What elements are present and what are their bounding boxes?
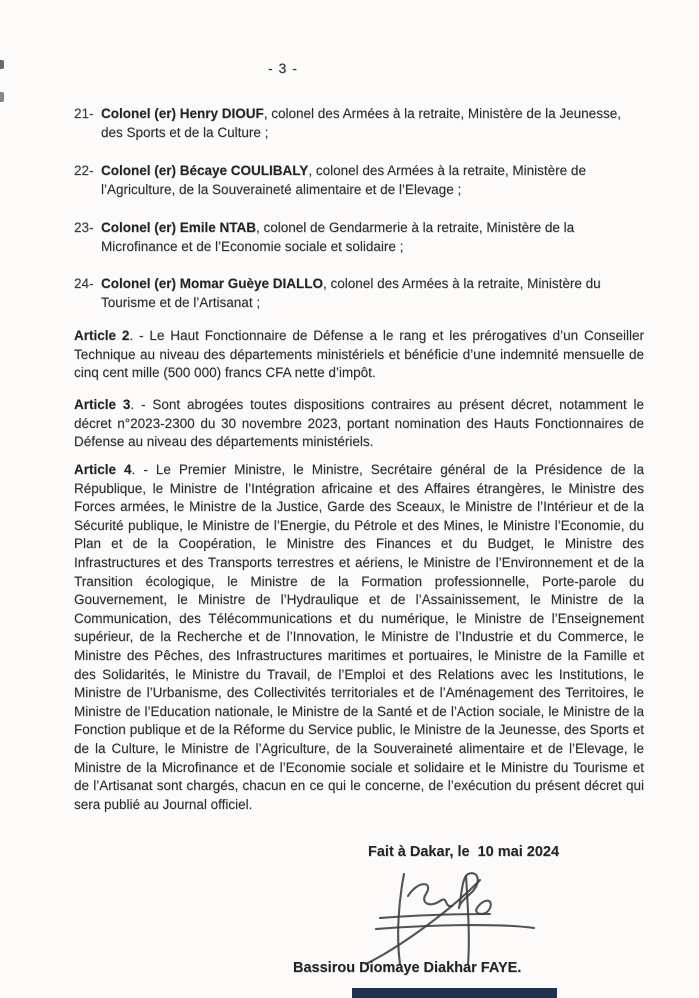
article-4-label: Article 4	[74, 462, 132, 477]
article-4-paragraph	[74, 461, 644, 814]
article-3-paragraph	[74, 396, 644, 452]
article-3-body: . - Sont abrogées toutes dispositions contraires au présent décret, notamment le décret n°2023-2300 du 30 novembre 2023, portant nomination des Hauts Fonctionnaires de Défense au niveau des départements ministériels.	[74, 397, 645, 450]
page-number: - 3 -	[268, 60, 298, 76]
article-2-body: . - Le Haut Fonctionnaire de Défense a le rang et les prérogatives d’un Conseiller Technique au niveau des départements ministériels et bénéficie d’une indemnité mensuelle de cinq cent mille (500 000) francs CFA nette d’impôt.	[74, 328, 644, 381]
handwritten-signature-icon	[358, 868, 548, 970]
list-item	[74, 274, 646, 312]
scan-edge-artifact	[0, 60, 4, 69]
signature-scribble	[358, 868, 548, 970]
officer-name: Colonel (er) Henry DIOUF	[101, 106, 264, 121]
article-3-label: Article 3	[74, 397, 131, 412]
list-item-text	[101, 161, 646, 199]
list-item-number: 23-	[74, 220, 94, 235]
list-item-number: 24-	[74, 276, 94, 291]
list-item-text	[101, 104, 646, 142]
article-2-paragraph	[74, 327, 644, 383]
officer-description: , colonel des Armées à la retraite, Ministère de l’Agriculture, de la Souveraineté alimentaire et de l’Elevage ;	[101, 163, 586, 197]
officer-description: , colonel des Armées à la retraite, Ministère de la Jeunesse, des Sports et de la Culture ;	[101, 106, 621, 140]
list-item-text	[101, 274, 646, 312]
list-item-number: 22-	[74, 163, 94, 178]
officer-description: , colonel de Gendarmerie à la retraite, Ministère de la Microfinance et de l’Economie sociale et solidaire ;	[101, 220, 575, 254]
list-item-text	[101, 218, 646, 256]
list-item-number: 21-	[74, 106, 94, 121]
officer-name: Colonel (er) Emile NTAB	[101, 220, 257, 235]
bottom-navy-bar	[352, 988, 557, 998]
officer-description: , colonel des Armées à la retraite, Ministère du Tourisme et de l’Artisanat ;	[101, 276, 601, 310]
list-item	[74, 218, 646, 256]
list-item	[74, 161, 646, 199]
officer-name: Colonel (er) Bécaye COULIBALY	[101, 163, 309, 178]
list-item	[74, 104, 646, 142]
article-4-body: . - Le Premier Ministre, le Ministre, Secrétaire général de la Présidence de la République, le Ministre de l’Intégration africaine et des Affaires étrangères, le Ministre des Forces armées, le Ministre de la Justice, Garde des Sceaux, le Ministre de l’Intérieur et de la Sécurité publique, le Ministre de l’Energie, du Pétrole et des Mines, le Ministre l’Economie, du Plan et de la Coopération, le Ministre des Finances et du Budget, le Ministre des Infrastructures et des Transports terrestres et aériens, le Ministre de l’Environnement et de la Transition écologique, le Ministre de la Formation professionnelle, Porte-parole du Gouvernement, le Ministre de l’Hydraulique et de l’Assainissement, le Ministre de la Communication, des Télécommunications et du numérique, le Ministre de l’Enseignement supérieur, de la Recherche et de l’Innovation, le Ministre de l’Industrie et du Commerce, le Ministre des Pêches, des Infrastructures maritimes et portuaires, le Ministre de la Famille et des Solidarités, le Ministre du Travail, de l’Emploi et des Relations avec les Institutions, le Ministre de l’Urbanisme, des Collectivités territoriales et de l’Aménagement des Territoires, le Ministre de l’Education nationale, le Ministre de la Santé et de l’Action sociale, le Ministre de la Fonction publique et de la Réforme du Service public, le Ministre de la Jeunesse, des Sports et de la Culture, le Ministre de l’Agriculture, de la Souveraineté alimentaire et de l’Elevage, le Ministre de la Microfinance et de l’Economie sociale et solidaire et le Ministre du Tourisme et de l’Artisanat sont chargés, chacun en ce qui le concerne, de l’exécution du présent décret qui sera publié au Journal officiel.	[74, 462, 644, 812]
officer-name: Colonel (er) Momar Guèye DIALLO	[101, 276, 324, 291]
signer-name: Bassirou Diomaye Diakhar FAYE.	[293, 960, 522, 976]
scan-edge-artifact	[0, 92, 4, 102]
place-and-date-line: Fait à Dakar, le 10 mai 2024	[368, 844, 560, 860]
article-2-label: Article 2	[74, 328, 130, 343]
